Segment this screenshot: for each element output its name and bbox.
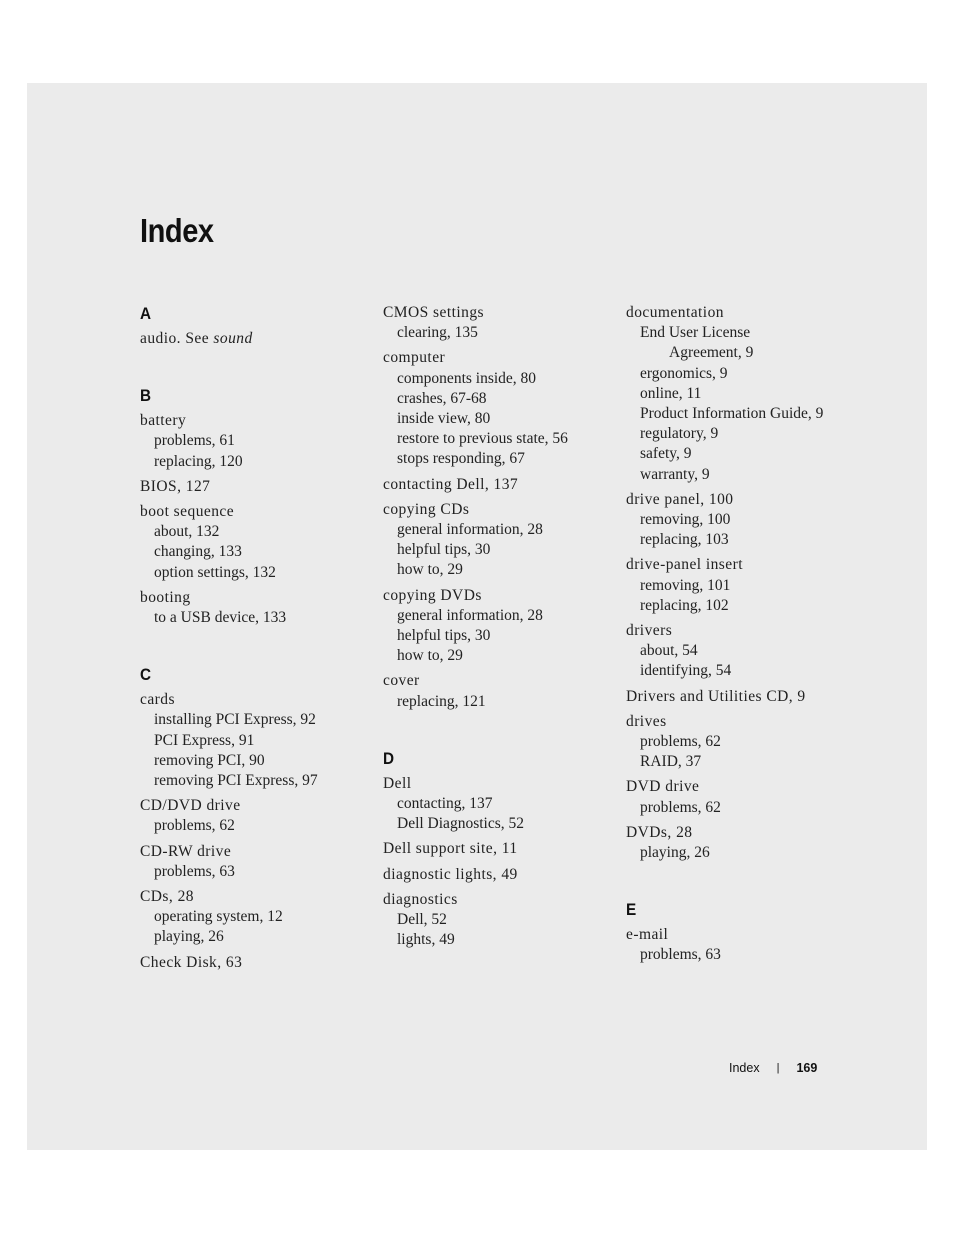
index-column-1 xyxy=(140,303,370,978)
index-entry xyxy=(626,490,866,551)
index-term xyxy=(626,621,866,641)
index-subentry: playing, 26 xyxy=(640,844,710,862)
index-subentry: general information, 28 xyxy=(397,606,543,624)
index-subentry: problems, 62 xyxy=(640,798,721,816)
index-subentry: identifying, 54 xyxy=(640,662,732,680)
index-term-text: documentation xyxy=(626,304,724,321)
index-term xyxy=(383,671,613,691)
index-term-text: Drivers and Utilities CD, 9 xyxy=(626,687,806,705)
index-term xyxy=(626,555,866,575)
index-term xyxy=(140,477,370,497)
index-subentry: replacing, 103 xyxy=(640,531,729,549)
index-term xyxy=(383,500,613,520)
index-term-text: boot sequence xyxy=(140,503,235,521)
index-term xyxy=(140,953,370,973)
index-term-text: cover xyxy=(383,672,420,690)
index-column-3 xyxy=(626,303,866,971)
index-subentry: Dell, 52 xyxy=(397,911,447,929)
index-term-text: battery xyxy=(140,412,187,430)
index-subentry: changing, 133 xyxy=(154,543,242,561)
index-term-text: cards xyxy=(140,691,175,709)
index-entry xyxy=(626,303,866,485)
index-subentry: End User License xyxy=(640,324,751,342)
index-term-text: diagnostic lights, 49 xyxy=(383,865,518,883)
index-column-2 xyxy=(383,303,613,955)
index-term-text: copying CDs xyxy=(383,500,470,518)
index-term xyxy=(140,502,370,522)
index-entry xyxy=(383,348,613,469)
index-subentry: playing, 26 xyxy=(154,928,224,946)
section-letter-c: C xyxy=(140,665,152,685)
section-letter-b: B xyxy=(140,386,152,406)
index-term xyxy=(140,690,370,710)
index-subentry: components inside, 80 xyxy=(397,369,537,387)
index-subentry: warranty, 9 xyxy=(640,465,710,483)
index-term-text: drive-panel insert xyxy=(626,556,743,574)
footer-separator: | xyxy=(776,1062,780,1074)
index-entry xyxy=(383,303,613,343)
index-subentry: safety, 9 xyxy=(640,445,692,463)
index-term xyxy=(626,925,866,945)
index-term xyxy=(383,890,613,910)
index-term-text: computer xyxy=(383,349,446,367)
index-subentry: how to, 29 xyxy=(397,647,463,665)
index-term xyxy=(626,687,866,707)
index-entry xyxy=(140,796,370,836)
index-term xyxy=(383,865,613,885)
index-entry xyxy=(140,953,370,973)
index-subentry: how to, 29 xyxy=(397,561,463,579)
index-entry xyxy=(140,329,370,349)
index-term-text: audio. See xyxy=(140,330,214,347)
index-term xyxy=(383,839,613,859)
index-subentry: restore to previous state, 56 xyxy=(397,430,568,448)
index-term xyxy=(140,329,370,349)
index-term-text: copying DVDs xyxy=(383,586,482,604)
index-subentry: contacting, 137 xyxy=(397,795,493,813)
index-entry xyxy=(626,777,866,817)
index-subentry: Product Information Guide, 9 xyxy=(640,405,824,423)
index-subentry: operating system, 12 xyxy=(154,908,283,926)
index-term-text: Check Disk, 63 xyxy=(140,953,243,971)
index-entry xyxy=(140,690,370,791)
index-term-text: DVD drive xyxy=(626,778,700,796)
section-letter-d: D xyxy=(383,748,395,768)
page-number: 169 xyxy=(796,1061,818,1075)
index-term xyxy=(626,303,866,323)
index-entry xyxy=(140,502,370,583)
index-subentry: Dell Diagnostics, 52 xyxy=(397,815,524,833)
index-term xyxy=(383,774,613,794)
index-subentry: to a USB device, 133 xyxy=(154,609,287,627)
index-term xyxy=(626,712,866,732)
index-term-text: e-mail xyxy=(626,926,669,944)
index-term-text: DVDs, 28 xyxy=(626,823,693,841)
index-subentry: helpful tips, 30 xyxy=(397,541,491,559)
section-letter-a: A xyxy=(140,304,152,323)
index-entry xyxy=(140,588,370,628)
index-term-text: BIOS, 127 xyxy=(140,477,211,495)
footer-label: Index xyxy=(729,1061,760,1075)
index-subentry: problems, 62 xyxy=(154,817,235,835)
index-entry xyxy=(626,925,866,965)
index-entry xyxy=(140,411,370,472)
index-term xyxy=(626,823,866,843)
index-subentry: replacing, 121 xyxy=(397,692,486,710)
index-subentry: removing PCI Express, 97 xyxy=(154,772,318,790)
index-term-text: CDs, 28 xyxy=(140,888,194,906)
index-subentry: lights, 49 xyxy=(397,931,455,949)
index-term-text: Dell xyxy=(383,774,412,792)
index-entry xyxy=(626,687,866,707)
index-entry xyxy=(140,887,370,948)
index-term-text: CD/DVD drive xyxy=(140,797,241,815)
index-term xyxy=(140,588,370,608)
index-subentry: problems, 63 xyxy=(154,862,235,880)
index-term xyxy=(140,842,370,862)
index-subentry: removing PCI, 90 xyxy=(154,751,265,769)
index-subentry: replacing, 120 xyxy=(154,452,243,470)
index-entry xyxy=(383,839,613,859)
index-term-text: drives xyxy=(626,712,667,730)
index-subentry: PCI Express, 91 xyxy=(154,731,255,749)
index-subentry: clearing, 135 xyxy=(397,324,478,342)
index-subentry: helpful tips, 30 xyxy=(397,627,491,645)
index-subentry: general information, 28 xyxy=(397,521,543,539)
index-term-text: contacting Dell, 137 xyxy=(383,475,519,493)
index-subentry: removing, 100 xyxy=(640,511,731,529)
index-entry xyxy=(626,621,866,682)
page-title: Index xyxy=(140,212,214,249)
index-entry xyxy=(383,865,613,885)
index-subentry: installing PCI Express, 92 xyxy=(154,711,316,729)
index-term xyxy=(626,777,866,797)
index-term xyxy=(140,411,370,431)
index-entry xyxy=(140,477,370,497)
section-letter-e: E xyxy=(626,900,637,920)
index-subentry: problems, 61 xyxy=(154,432,235,450)
index-term xyxy=(383,475,613,495)
index-subentry: problems, 62 xyxy=(640,733,721,751)
index-term-text: CMOS settings xyxy=(383,304,485,321)
index-entry xyxy=(383,500,613,581)
index-subentry: Agreement, 9 xyxy=(669,344,754,362)
index-term xyxy=(383,348,613,368)
index-entry xyxy=(383,586,613,667)
index-entry xyxy=(626,823,866,863)
index-subentry: about, 132 xyxy=(154,523,220,541)
index-term xyxy=(383,586,613,606)
page-footer xyxy=(729,1061,817,1075)
see-reference: sound xyxy=(213,330,253,347)
index-subentry: regulatory, 9 xyxy=(640,425,719,443)
index-entry xyxy=(383,774,613,835)
index-term-text: booting xyxy=(140,588,191,606)
index-subentry: removing, 101 xyxy=(640,576,731,594)
index-subentry: RAID, 37 xyxy=(640,753,702,771)
index-term-text: Dell support site, 11 xyxy=(383,840,518,858)
index-term xyxy=(383,303,613,323)
index-subentry: ergonomics, 9 xyxy=(640,364,728,382)
index-term-text: diagnostics xyxy=(383,890,458,908)
index-subentry: online, 11 xyxy=(640,384,702,402)
index-entry xyxy=(383,671,613,711)
index-subentry: stops responding, 67 xyxy=(397,450,525,468)
index-subentry: crashes, 67-68 xyxy=(397,389,487,407)
index-term xyxy=(626,490,866,510)
index-term-text: drive panel, 100 xyxy=(626,490,734,508)
index-subentry: inside view, 80 xyxy=(397,410,491,428)
index-entry xyxy=(626,555,866,616)
index-entry xyxy=(383,890,613,951)
index-term-text: CD-RW drive xyxy=(140,842,232,860)
index-term-text: drivers xyxy=(626,622,673,640)
index-subentry: option settings, 132 xyxy=(154,563,276,581)
index-subentry: problems, 63 xyxy=(640,946,721,964)
index-entry xyxy=(383,475,613,495)
index-entry xyxy=(140,842,370,882)
index-subentry: about, 54 xyxy=(640,642,698,660)
index-term xyxy=(140,796,370,816)
index-term xyxy=(140,887,370,907)
index-entry xyxy=(626,712,866,773)
index-subentry: replacing, 102 xyxy=(640,596,729,614)
